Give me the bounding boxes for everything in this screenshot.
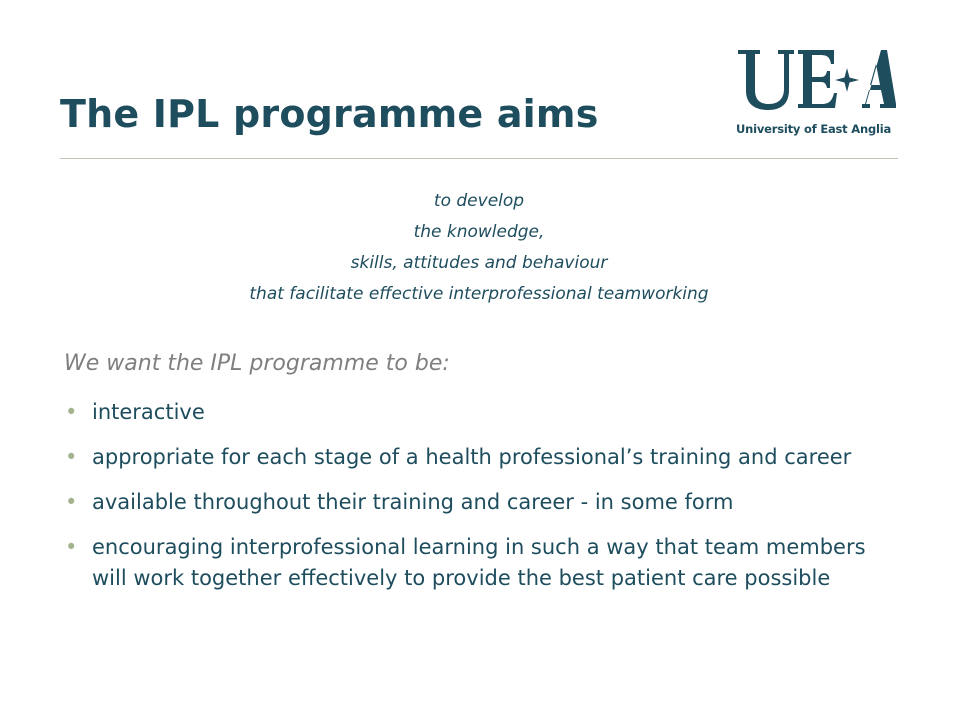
uea-wordmark [736,46,896,116]
bullet-list [64,397,904,608]
title-divider [60,158,898,159]
aims-line: skills, attitudes and behaviour [350,253,608,273]
bullet-icon: • [65,535,78,559]
list-item-text: appropriate for each stage of a health professional’s training and career [92,445,852,469]
subheading: We want the IPL programme to be: [64,351,450,376]
list-item-text: available throughout their training and career - in some form [92,490,734,514]
aims-line: to develop [433,191,525,211]
uea-logo [736,46,896,146]
aims-line: that facilitate effective interprofessional teamworking [249,284,709,304]
aims-statement [60,186,898,310]
bullet-icon: • [65,445,78,469]
bullet-icon: • [65,400,78,424]
list-item-text: interactive [92,400,205,424]
list-item [64,442,904,473]
list-item [64,487,904,518]
slide-title: The IPL programme aims [60,92,599,136]
logo-caption: University of East Anglia [736,122,892,136]
bullet-icon: • [65,490,78,514]
aims-line: the knowledge, [413,222,545,242]
list-item-text: encouraging interprofessional learning in such a way that team members will work together effectively to provide the best patient care possible [92,535,866,590]
list-item [64,397,904,428]
list-item [64,532,904,594]
